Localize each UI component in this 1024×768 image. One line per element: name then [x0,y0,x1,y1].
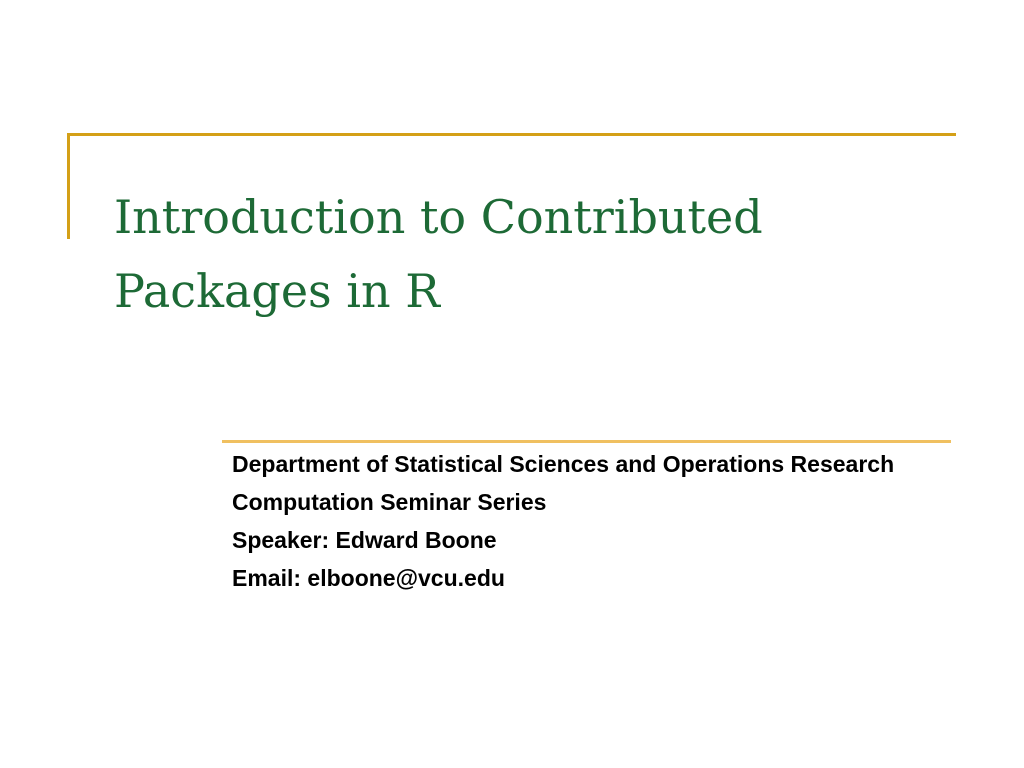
subtitle-email: Email: elboone@vcu.edu [232,565,505,591]
title-line-1: Introduction to Contributed [114,190,763,244]
title-top-rule [67,133,956,136]
subtitle-speaker: Speaker: Edward Boone [232,527,497,553]
title-left-rule [67,133,70,239]
subtitle-department: Department of Statistical Sciences and Operations Research [232,451,895,477]
subtitle-list [232,450,947,602]
slide-title [114,180,954,328]
subtitle-series: Computation Seminar Series [232,489,547,515]
subtitle-rule [222,440,951,443]
title-line-2: Packages in R [114,264,440,318]
